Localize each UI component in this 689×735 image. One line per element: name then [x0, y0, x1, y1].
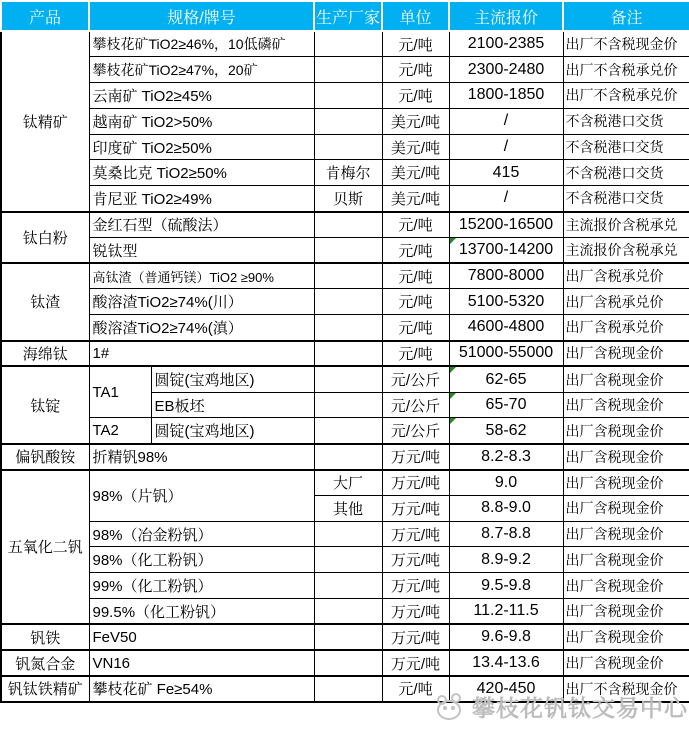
unit-cell: 元/吨 [382, 263, 449, 289]
manufacturer-cell [314, 31, 382, 57]
note-cell: 出厂不含税承兑价 [563, 83, 689, 109]
unit-cell: 万元/吨 [382, 650, 449, 676]
table-row [1, 315, 689, 341]
note-cell: 不含税港口交货 [563, 160, 689, 186]
price-cell: 11.2-11.5 [449, 599, 563, 625]
price-cell: / [449, 108, 563, 134]
price-cell: / [449, 134, 563, 160]
unit-cell: 元/吨 [382, 315, 449, 341]
col-header-note: 备注 [563, 1, 689, 31]
price-cell [449, 418, 563, 444]
spec-cell: VN16 [89, 650, 314, 676]
note-cell: 出厂含税现金价 [563, 599, 689, 625]
note-cell: 主流报价含税承兑 [563, 237, 689, 263]
product-cell: 海绵钛 [1, 341, 89, 367]
unit-cell: 万元/吨 [382, 495, 449, 521]
price-cell: 420-450 [449, 676, 563, 702]
product-cell: 钒氮合金 [1, 650, 89, 676]
comment-marker-icon [450, 238, 456, 244]
price-cell: 2300-2480 [449, 57, 563, 83]
comment-marker-icon [450, 393, 456, 399]
manufacturer-cell [314, 573, 382, 599]
product-cell: 钛精矿 [1, 31, 89, 212]
unit-cell: 万元/吨 [382, 573, 449, 599]
price-cell: 9.5-9.8 [449, 573, 563, 599]
table-row [1, 237, 689, 263]
table-row [1, 366, 689, 392]
spec-cell: 攀枝花矿TiO2≥46%，10低磷矿 [89, 31, 314, 57]
table-row [1, 212, 689, 238]
price-cell: 1800-1850 [449, 83, 563, 109]
spec-cell: 99.5%（化工粉钒） [89, 599, 314, 625]
col-header-unit: 单位 [382, 1, 449, 31]
spec-cell: 云南矿 TiO2≥45% [89, 83, 314, 109]
table-row [1, 263, 689, 289]
manufacturer-cell [314, 134, 382, 160]
spec-cell: 高钛渣（普通钙镁）TiO2 ≥90% [89, 263, 314, 289]
unit-cell: 美元/吨 [382, 108, 449, 134]
note-cell: 不含税港口交货 [563, 108, 689, 134]
price-cell [449, 366, 563, 392]
manufacturer-cell [314, 289, 382, 315]
col-header-product: 产品 [1, 1, 89, 31]
manufacturer-cell: 大厂 [314, 470, 382, 496]
spec-cell: 99%（化工粉钒） [89, 573, 314, 599]
grade-cell: TA2 [89, 418, 151, 444]
price-cell: 8.2-8.3 [449, 444, 563, 470]
unit-cell: 美元/吨 [382, 186, 449, 212]
col-header-spec: 规格/牌号 [89, 1, 314, 31]
note-cell: 出厂不含税现金价 [563, 31, 689, 57]
spec-cell: 越南矿 TiO2>50% [89, 108, 314, 134]
manufacturer-cell [314, 315, 382, 341]
price-cell: 415 [449, 160, 563, 186]
manufacturer-cell [314, 418, 382, 444]
spec-cell: 酸溶渣TiO2≥74%(川） [89, 289, 314, 315]
spec-cell: 圆锭(宝鸡地区) [151, 366, 314, 392]
note-cell: 出厂含税现金价 [563, 495, 689, 521]
manufacturer-cell [314, 341, 382, 367]
unit-cell: 万元/吨 [382, 624, 449, 650]
spec-cell: 攀枝花矿TiO2≥47%，20矿 [89, 57, 314, 83]
product-cell: 钒钛铁精矿 [1, 676, 89, 702]
price-cell: 13.4-13.6 [449, 650, 563, 676]
manufacturer-cell: 其他 [314, 495, 382, 521]
table-row [1, 650, 689, 676]
price-value: 65-70 [485, 396, 527, 414]
note-cell: 主流报价含税承兑 [563, 212, 689, 238]
table-row [1, 444, 689, 470]
price-cell: 9.0 [449, 470, 563, 496]
unit-cell: 万元/吨 [382, 521, 449, 547]
table-row [1, 83, 689, 109]
table-row [1, 289, 689, 315]
table-row [1, 31, 689, 57]
manufacturer-cell [314, 624, 382, 650]
note-cell: 出厂含税现金价 [563, 341, 689, 367]
grade-cell: TA1 [89, 366, 151, 418]
table-row [1, 521, 689, 547]
price-cell: 8.8-9.0 [449, 495, 563, 521]
note-cell: 出厂含税现金价 [563, 650, 689, 676]
spec-cell: 肯尼亚 TiO2≥49% [89, 186, 314, 212]
note-cell: 出厂含税现金价 [563, 392, 689, 418]
spec-cell: 莫桑比克 TiO2≥50% [89, 160, 314, 186]
spec-cell: 锐钛型 [89, 237, 314, 263]
manufacturer-cell [314, 650, 382, 676]
note-cell: 不含税港口交货 [563, 186, 689, 212]
manufacturer-cell [314, 108, 382, 134]
product-cell: 钛锭 [1, 366, 89, 443]
manufacturer-cell [314, 212, 382, 238]
unit-cell: 万元/吨 [382, 547, 449, 573]
note-cell: 出厂含税现金价 [563, 624, 689, 650]
table-row [1, 108, 689, 134]
note-cell: 出厂含税承兑价 [563, 263, 689, 289]
unit-cell: 万元/吨 [382, 599, 449, 625]
unit-cell: 元/公斤 [382, 366, 449, 392]
table-row [1, 418, 689, 444]
note-cell: 出厂含税现金价 [563, 573, 689, 599]
price-cell: 15200-16500 [449, 212, 563, 238]
price-cell [449, 392, 563, 418]
table-row [1, 624, 689, 650]
price-cell: 4600-4800 [449, 315, 563, 341]
price-cell [449, 237, 563, 263]
product-cell: 钛白粉 [1, 212, 89, 264]
spec-cell: 98%（片钒） [89, 470, 314, 522]
note-cell: 出厂含税现金价 [563, 470, 689, 496]
unit-cell: 元/公斤 [382, 392, 449, 418]
table-row [1, 573, 689, 599]
unit-cell: 万元/吨 [382, 470, 449, 496]
watermark [433, 690, 688, 723]
col-header-manufacturer: 生产厂家 [314, 1, 382, 31]
note-cell: 出厂含税承兑价 [563, 289, 689, 315]
price-cell: 8.7-8.8 [449, 521, 563, 547]
note-cell: 出厂不含税现金价 [563, 676, 689, 702]
unit-cell: 元/公斤 [382, 418, 449, 444]
price-value: 58-62 [485, 421, 527, 439]
product-cell: 偏钒酸铵 [1, 444, 89, 470]
table-row [1, 57, 689, 83]
spec-cell: 98%（化工粉钒） [89, 547, 314, 573]
manufacturer-cell [314, 83, 382, 109]
note-cell: 不含税港口交货 [563, 134, 689, 160]
unit-cell: 元/吨 [382, 57, 449, 83]
price-cell: 8.9-9.2 [449, 547, 563, 573]
header-row [1, 1, 689, 31]
product-cell: 五氧化二钒 [1, 470, 89, 625]
manufacturer-cell [314, 237, 382, 263]
note-cell: 出厂含税现金价 [563, 366, 689, 392]
price-cell: 5100-5320 [449, 289, 563, 315]
table-row [1, 470, 689, 496]
manufacturer-cell [314, 444, 382, 470]
spec-cell: 金红石型（硫酸法） [89, 212, 314, 238]
spec-cell: EB板坯 [151, 392, 314, 418]
price-cell: 9.6-9.8 [449, 624, 563, 650]
price-cell: 2100-2385 [449, 31, 563, 57]
spec-cell: 98%（冶金粉钒） [89, 521, 314, 547]
note-cell: 出厂含税现金价 [563, 444, 689, 470]
manufacturer-cell [314, 57, 382, 83]
table-row [1, 599, 689, 625]
spec-cell: 折精钒98% [89, 444, 314, 470]
unit-cell: 万元/吨 [382, 444, 449, 470]
unit-cell: 元/吨 [382, 237, 449, 263]
price-cell: 51000-55000 [449, 341, 563, 367]
unit-cell: 美元/吨 [382, 134, 449, 160]
unit-cell: 美元/吨 [382, 160, 449, 186]
table-row [1, 186, 689, 212]
table-row [1, 134, 689, 160]
unit-cell: 元/吨 [382, 31, 449, 57]
manufacturer-cell [314, 263, 382, 289]
comment-marker-icon [450, 418, 456, 424]
price-value: 62-65 [485, 370, 527, 388]
manufacturer-cell [314, 366, 382, 392]
spec-cell: 1# [89, 341, 314, 367]
spec-cell: 攀枝花矿 Fe≥54% [89, 676, 314, 702]
unit-cell: 元/吨 [382, 212, 449, 238]
manufacturer-cell [314, 547, 382, 573]
unit-cell: 元/吨 [382, 83, 449, 109]
note-cell: 出厂含税现金价 [563, 521, 689, 547]
manufacturer-cell [314, 392, 382, 418]
price-value: 13700-14200 [458, 241, 554, 259]
manufacturer-cell [314, 599, 382, 625]
col-header-price: 主流报价 [449, 1, 563, 31]
note-cell: 出厂含税现金价 [563, 547, 689, 573]
unit-cell: 元/吨 [382, 341, 449, 367]
spec-cell: 酸溶渣TiO2≥74%(滇） [89, 315, 314, 341]
unit-cell: 元/吨 [382, 289, 449, 315]
product-cell: 钛渣 [1, 263, 89, 340]
note-cell: 出厂含税现金价 [563, 418, 689, 444]
price-cell: 7800-8000 [449, 263, 563, 289]
unit-cell: 元/吨 [382, 676, 449, 702]
table-row [1, 547, 689, 573]
manufacturer-cell [314, 521, 382, 547]
spec-cell: 圆锭(宝鸡地区) [151, 418, 314, 444]
watermark-text: 攀枝花钒钛交易中心 [472, 695, 688, 721]
manufacturer-cell [314, 676, 382, 702]
comment-marker-icon [450, 367, 456, 373]
manufacturer-cell: 肯梅尔 [314, 160, 382, 186]
panda-logo-icon [433, 692, 467, 722]
note-cell: 出厂含税承兑价 [563, 315, 689, 341]
product-cell: 钒铁 [1, 624, 89, 650]
spec-cell: FeV50 [89, 624, 314, 650]
spec-cell: 印度矿 TiO2≥50% [89, 134, 314, 160]
table-row [1, 341, 689, 367]
note-cell: 出厂不含税承兑价 [563, 57, 689, 83]
table-row [1, 160, 689, 186]
price-cell: / [449, 186, 563, 212]
manufacturer-cell: 贝斯 [314, 186, 382, 212]
